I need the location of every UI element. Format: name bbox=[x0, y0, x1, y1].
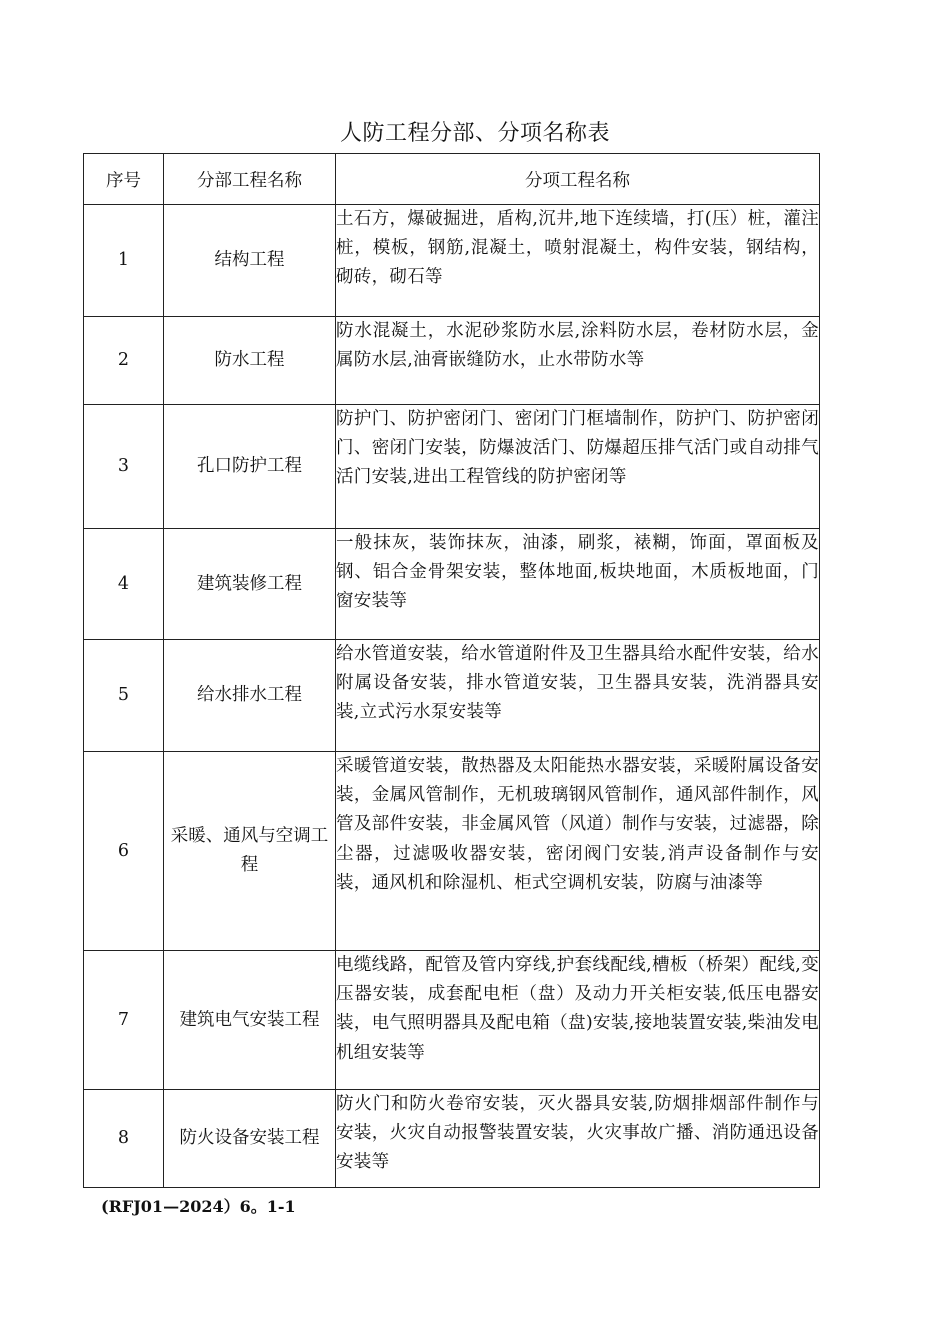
table-row bbox=[84, 317, 820, 405]
subitem-list: 防火门和防火卷帘安装，灭火器具安装,防烟排烟部件制作与安装，火灾自动报警装置安装，火灾事故广播、消防通迅设备安装等 bbox=[336, 1090, 820, 1188]
division-name: 给水排水工程 bbox=[164, 640, 336, 752]
subitem-list: 防护门、防护密闭门、密闭门门框墙制作，防护门、防护密闭门、密闭门安装，防爆波活门、防爆超压排气活门或自动排气活门安装,进出工程管线的防护密闭等 bbox=[336, 405, 820, 529]
division-name: 结构工程 bbox=[164, 205, 336, 317]
table-row bbox=[84, 951, 820, 1090]
subitem-list: 土石方，爆破掘进，盾构,沉井,地下连续墙，打(压）桩，灌注桩，模板，钢筋,混凝土，喷射混凝土，构件安装，钢结构，砌砖，砌石等 bbox=[336, 205, 820, 317]
table-row bbox=[84, 640, 820, 752]
row-number: 8 bbox=[84, 1090, 164, 1188]
row-number: 1 bbox=[84, 205, 164, 317]
table-header-row bbox=[84, 154, 820, 205]
subitem-list: 电缆线路，配管及管内穿线,护套线配线,槽板（桥架）配线,变压器安装，成套配电柜（盘）及动力开关柜安装,低压电器安装，电气照明器具及配电箱（盘)安装,接地装置安装,柴油发电机组安装等 bbox=[336, 951, 820, 1090]
division-name: 孔口防护工程 bbox=[164, 405, 336, 529]
division-name: 建筑电气安装工程 bbox=[164, 951, 336, 1090]
subitem-list: 防水混凝土，水泥砂浆防水层,涂料防水层，卷材防水层，金属防水层,油膏嵌缝防水，止水带防水等 bbox=[336, 317, 820, 405]
table-row bbox=[84, 1090, 820, 1188]
subitem-list: 采暖管道安装，散热器及太阳能热水器安装，采暖附属设备安装，金属风管制作，无机玻璃钢风管制作，通风部件制作，风管及部件安装，非金属风管（风道）制作与安装，过滤器，除尘器，过滤吸收器安装，密闭阀门安装,消声设备制作与安装，通风机和除湿机、柜式空调机安装，防腐与油漆等 bbox=[336, 752, 820, 951]
table-row bbox=[84, 405, 820, 529]
division-name: 防水工程 bbox=[164, 317, 336, 405]
header-serial-number: 序号 bbox=[84, 154, 164, 205]
division-name: 采暖、通风与空调工程 bbox=[164, 752, 336, 951]
standard-reference: (RFJ01—2024）6。1-1 bbox=[101, 1197, 296, 1216]
row-number: 7 bbox=[84, 951, 164, 1090]
row-number: 3 bbox=[84, 405, 164, 529]
division-name: 建筑装修工程 bbox=[164, 529, 336, 640]
table-row bbox=[84, 529, 820, 640]
division-table bbox=[83, 153, 820, 1188]
table-row bbox=[84, 205, 820, 317]
header-subitem-name: 分项工程名称 bbox=[336, 154, 820, 205]
page-title: 人防工程分部、分项名称表 bbox=[339, 121, 610, 146]
division-name: 防火设备安装工程 bbox=[164, 1090, 336, 1188]
subitem-list: 一般抹灰，装饰抹灰，油漆，刷浆，裱糊，饰面，罩面板及钢、铝合金骨架安装，整体地面,板块地面，木质板地面，门窗安装等 bbox=[336, 529, 820, 640]
row-number: 6 bbox=[84, 752, 164, 951]
row-number: 5 bbox=[84, 640, 164, 752]
subitem-list: 给水管道安装，给水管道附件及卫生器具给水配件安装，给水附属设备安装，排水管道安装，卫生器具安装，洗消器具安装,立式污水泵安装等 bbox=[336, 640, 820, 752]
table-row bbox=[84, 752, 820, 951]
row-number: 4 bbox=[84, 529, 164, 640]
header-division-name: 分部工程名称 bbox=[164, 154, 336, 205]
row-number: 2 bbox=[84, 317, 164, 405]
